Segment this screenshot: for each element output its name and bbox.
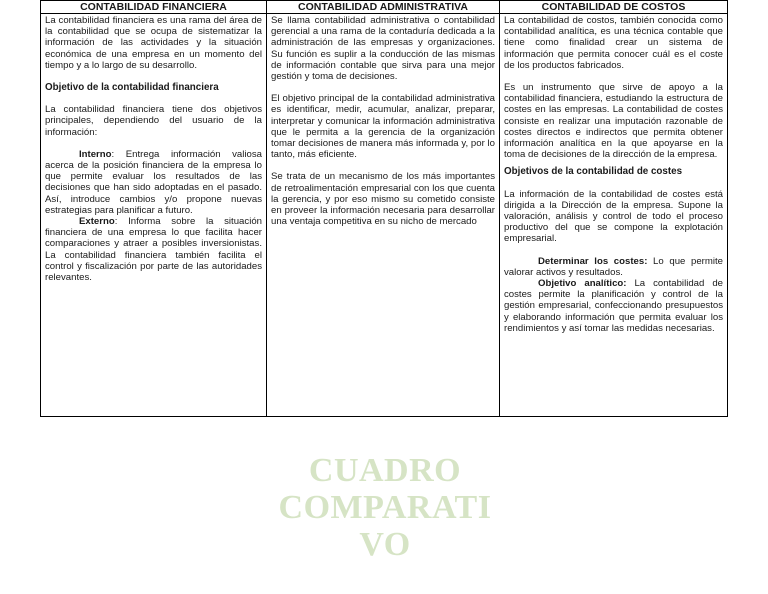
- costos-intro: La contabilidad de costos, también conocida como contabilidad analítica, es una técnica contable que tiene como finalidad crear un sistema de información que permita conocer cuál es el coste de los productos fabricados.: [504, 15, 723, 71]
- header-costos: CONTABILIDAD DE COSTOS: [500, 1, 727, 14]
- header-financiera: CONTABILIDAD FINANCIERA: [41, 1, 267, 14]
- costos-analitico: [504, 278, 723, 334]
- page-title: [270, 452, 500, 563]
- column-financiera: [41, 14, 267, 416]
- financiera-externo: [45, 216, 262, 283]
- administrativa-objective: El objetivo principal de la contabilidad administrativa es identificar, medir, acumular, analizar, preparar, interpretar y comunicar la información administrativa que le permita a la gerencia de la organización tomar decisiones de manera más informada y, por lo tanto, más eficiente.: [271, 93, 495, 161]
- title-line-3: VO: [359, 526, 411, 563]
- costos-information: La información de la contabilidad de costes está dirigida a la Dirección de la empresa. Supone la valoración, análisis y control de todo el proceso productivo del que se compone la explotación empresarial.: [504, 188, 723, 245]
- financiera-objective-heading: Objetivo de la contabilidad financiera: [45, 82, 219, 94]
- financiera-interno: [45, 149, 262, 216]
- interno-text: : Entrega información valiosa acerca de la posición financiera de la empresa lo que permite evaluar los resultados de las decisiones que han sido adoptadas en el pasado. Así, introduce cambios y/o propone nuevas estrategias para planificar a futuro.: [45, 148, 262, 216]
- financiera-objectives-text: La contabilidad financiera tiene dos objetivos principales, dependiendo del usuario de la información:: [45, 104, 262, 138]
- administrativa-mechanism: Se trata de un mecanismo de los más importantes de retroalimentación empresarial con los que cuenta la gerencia, y por eso mismo su cometido consiste en proveer la información necesaria para desarrollar una ventaja competitiva en su nicho de mercado: [271, 171, 495, 228]
- title-line-1: CUADRO: [308, 452, 462, 489]
- analitico-text: La contabilidad de costes permite la planificación y control de la gestión empresarial, confeccionando presupuestos y elaborando información que permita evaluar los rendimientos y así tomar las medidas necesarias.: [504, 278, 723, 334]
- column-administrativa: [267, 14, 500, 416]
- column-costos: [500, 14, 727, 416]
- costos-objectives-heading: Objetivos de la contabilidad de costes: [504, 166, 683, 178]
- costos-determinar: [504, 256, 723, 278]
- costos-instrument: Es un instrumento que sirve de apoyo a la contabilidad financiera, estudiando la estructura de costes en las empresas. La contabilidad de costes consiste en realizar una imputación razonable de costes directos e indirectos que permita obtener información analítica en la que apoyarse en la toma de decisiones de la dirección de la empresa.: [504, 82, 723, 161]
- comparison-table: [40, 0, 728, 417]
- externo-label: Externo: [79, 216, 115, 228]
- interno-label: Interno: [79, 148, 112, 160]
- title-line-2: COMPARATI: [278, 489, 492, 526]
- determinar-text: Lo que permite valorar activos y resultados.: [504, 255, 724, 278]
- administrativa-intro: Se llama contabilidad administrativa o contabilidad gerencial a una rama de la contaduría dedicada a la administración de las empresas y organizaciones. Su función es suplir a la conducción de las mismas de información contable que sirva para una mejor gestión y toma de decisiones.: [271, 15, 495, 83]
- externo-text: : Informa sobre la situación financiera de una empresa lo que facilita hacer comparaciones y atraer a posibles inversionistas. La contabilidad financiera también facilita el control y fiscalización por parte de las autoridades relevantes.: [45, 216, 262, 284]
- header-administrativa: CONTABILIDAD ADMINISTRATIVA: [267, 1, 500, 14]
- financiera-intro: La contabilidad financiera es una rama del área de la contabilidad que se ocupa de sistematizar la información de las actividades y la situación económica de una empresa en un momento del tiempo y a lo largo de su desarrollo.: [45, 15, 262, 71]
- determinar-label: Determinar los costes:: [538, 255, 648, 267]
- analitico-label: Objetivo analítico:: [538, 278, 627, 290]
